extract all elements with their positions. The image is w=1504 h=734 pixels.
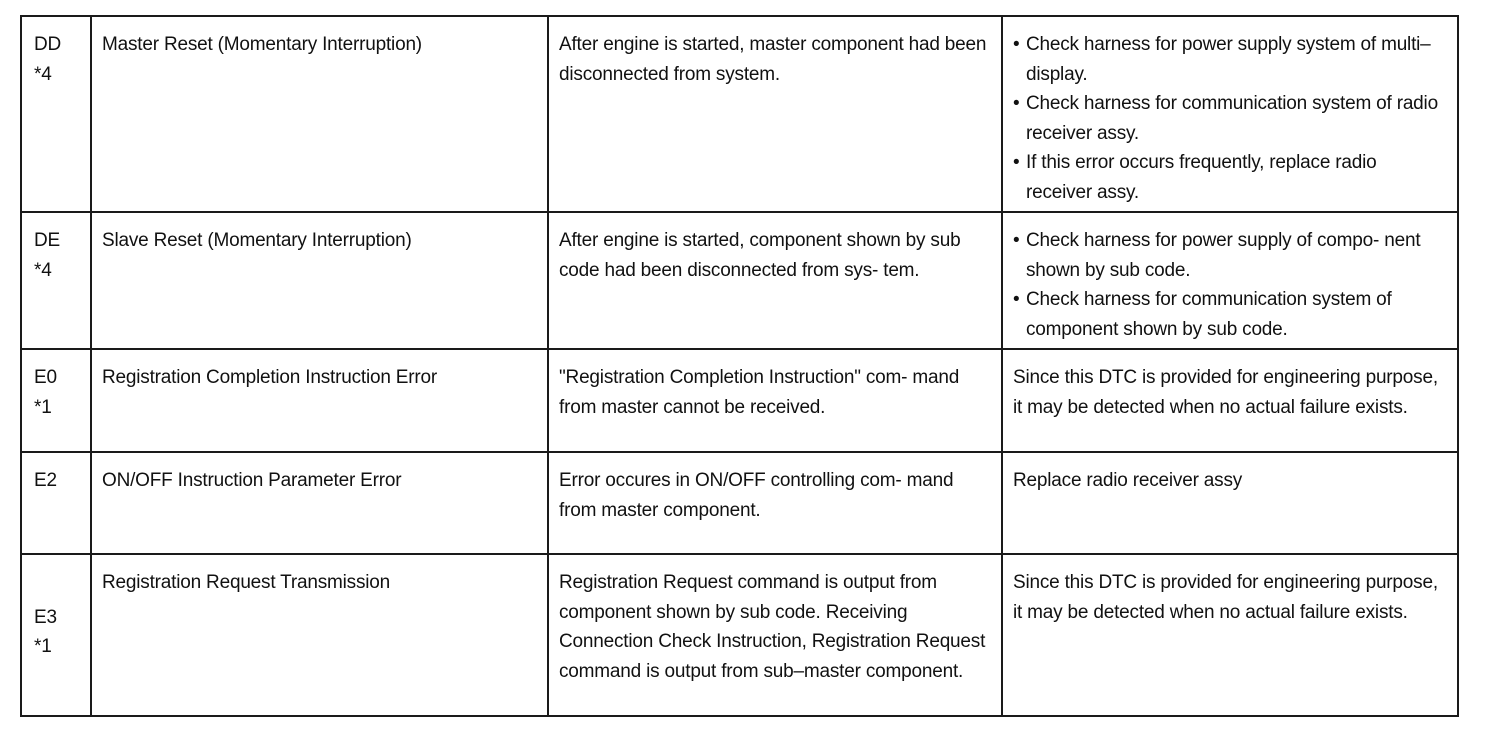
- trouble-area-cell: Since this DTC is provided for engineering purpose, it may be detected when no actual failure exists.: [1002, 554, 1458, 716]
- code-cell: [21, 212, 91, 349]
- action-item: • Check harness for power supply system of multi–display.: [1013, 30, 1447, 89]
- action-list: [1013, 30, 1447, 207]
- table-row: [21, 16, 1458, 212]
- table-row: [21, 452, 1458, 554]
- detection-item-cell: Master Reset (Momentary Interruption): [91, 16, 548, 212]
- dtc-footnote: *4: [34, 63, 52, 85]
- dtc-code: DD: [34, 34, 62, 55]
- dtc-footnote: *1: [34, 396, 52, 418]
- code-cell: [21, 452, 91, 554]
- table-row: [21, 212, 1458, 349]
- trouble-area-cell: Since this DTC is provided for engineering purpose, it may be detected when no actual failure exists.: [1002, 349, 1458, 452]
- dtc-footnote: *1: [34, 636, 52, 657]
- trouble-area-cell: [1002, 212, 1458, 349]
- condition-cell: After engine is started, master component had been disconnected from system.: [548, 16, 1002, 212]
- action-item: • If this error occurs frequently, replace radio receiver assy.: [1013, 148, 1447, 207]
- dtc-code: DE: [34, 230, 60, 251]
- table-row: [21, 349, 1458, 452]
- dtc-footnote: *4: [34, 259, 52, 281]
- condition-cell: Registration Request command is output from component shown by sub code. Receiving Connection Check Instruction, Registration Request command is output from sub–master component.: [548, 554, 1002, 716]
- dtc-code: E2: [34, 470, 57, 491]
- condition-cell: Error occures in ON/OFF controlling com- mand from master component.: [548, 452, 1002, 554]
- detection-item-cell: Registration Request Transmission: [91, 554, 548, 716]
- action-item: • Check harness for communication system of radio receiver assy.: [1013, 89, 1447, 148]
- action-item: • Check harness for power supply of compo- nent shown by sub code.: [1013, 226, 1447, 285]
- dtc-code: E0: [34, 367, 57, 388]
- condition-cell: After engine is started, component shown by sub code had been disconnected from sys- tem.: [548, 212, 1002, 349]
- detection-item-cell: Registration Completion Instruction Error: [91, 349, 548, 452]
- dtc-code: E3: [34, 606, 57, 628]
- action-item: • Check harness for communication system of component shown by sub code.: [1013, 285, 1447, 344]
- table-row: [21, 554, 1458, 716]
- condition-cell: "Registration Completion Instruction" com- mand from master cannot be received.: [548, 349, 1002, 452]
- dtc-table: [20, 15, 1459, 717]
- detection-item-cell: ON/OFF Instruction Parameter Error: [91, 452, 548, 554]
- trouble-area-cell: Replace radio receiver assy: [1002, 452, 1458, 554]
- code-cell: [21, 349, 91, 452]
- action-list: [1013, 226, 1447, 344]
- code-cell: [21, 16, 91, 212]
- detection-item-cell: Slave Reset (Momentary Interruption): [91, 212, 548, 349]
- code-cell: [21, 554, 91, 716]
- trouble-area-cell: [1002, 16, 1458, 212]
